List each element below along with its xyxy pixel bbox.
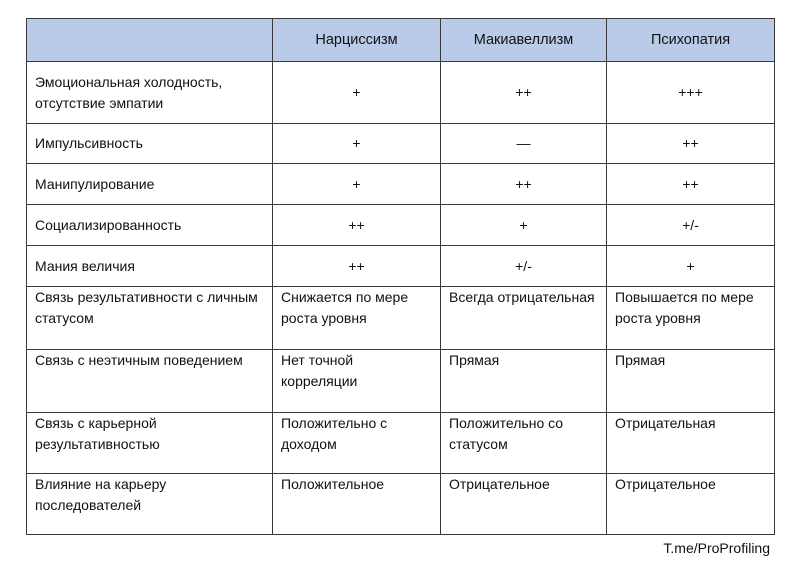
row-label: Связь с карьерной результативностью: [27, 413, 273, 474]
table-cell: +/-: [607, 205, 775, 246]
row-label: Связь с неэтичным поведением: [27, 350, 273, 413]
table-cell: Повышается по мере роста уровня: [607, 287, 775, 350]
table-row: [27, 62, 775, 124]
table-cell: ++: [441, 164, 607, 205]
table-cell: Отрицательное: [607, 474, 775, 535]
table-row: [27, 164, 775, 205]
table-header-row: [27, 19, 775, 62]
header-machiavellianism: Макиавеллизм: [441, 19, 607, 62]
table-cell: ++: [273, 205, 441, 246]
table-cell: +: [607, 246, 775, 287]
table-cell: ++: [273, 246, 441, 287]
table-cell: +++: [607, 62, 775, 124]
table-cell: +: [273, 62, 441, 124]
table-row: [27, 287, 775, 350]
table-cell: ++: [441, 62, 607, 124]
table-cell: +: [273, 164, 441, 205]
table-row: [27, 124, 775, 164]
table-row: [27, 205, 775, 246]
table-cell: Положительно со статусом: [441, 413, 607, 474]
row-label: Влияние на карьеру последователей: [27, 474, 273, 535]
row-label: Мания величия: [27, 246, 273, 287]
table-cell: Всегда отрицательная: [441, 287, 607, 350]
table-cell: ++: [607, 124, 775, 164]
table-cell: +: [441, 205, 607, 246]
comparison-table: [26, 18, 775, 535]
header-narcissism: Нарциссизм: [273, 19, 441, 62]
table-cell: Отрицательное: [441, 474, 607, 535]
row-label: Социализированность: [27, 205, 273, 246]
source-credit: T.me/ProProfiling: [663, 540, 770, 556]
header-corner-cell: [27, 19, 273, 62]
table-cell: +/-: [441, 246, 607, 287]
row-label: Манипулирование: [27, 164, 273, 205]
table-row: [27, 350, 775, 413]
table-cell: +: [273, 124, 441, 164]
table-cell: Нет точной корреляции: [273, 350, 441, 413]
table-row: [27, 413, 775, 474]
table-cell: Положительное: [273, 474, 441, 535]
table-cell: Прямая: [607, 350, 775, 413]
table-cell: Положительно с доходом: [273, 413, 441, 474]
table-cell: —: [441, 124, 607, 164]
row-label: Импульсивность: [27, 124, 273, 164]
table-cell: Снижается по мере роста уровня: [273, 287, 441, 350]
row-label: Связь результативности с личным статусом: [27, 287, 273, 350]
table-cell: ++: [607, 164, 775, 205]
table-cell: Отрицательная: [607, 413, 775, 474]
table-row: [27, 474, 775, 535]
table-cell: Прямая: [441, 350, 607, 413]
row-label: Эмоциональная холодность, отсутствие эмпатии: [27, 62, 273, 124]
table-row: [27, 246, 775, 287]
header-psychopathy: Психопатия: [607, 19, 775, 62]
